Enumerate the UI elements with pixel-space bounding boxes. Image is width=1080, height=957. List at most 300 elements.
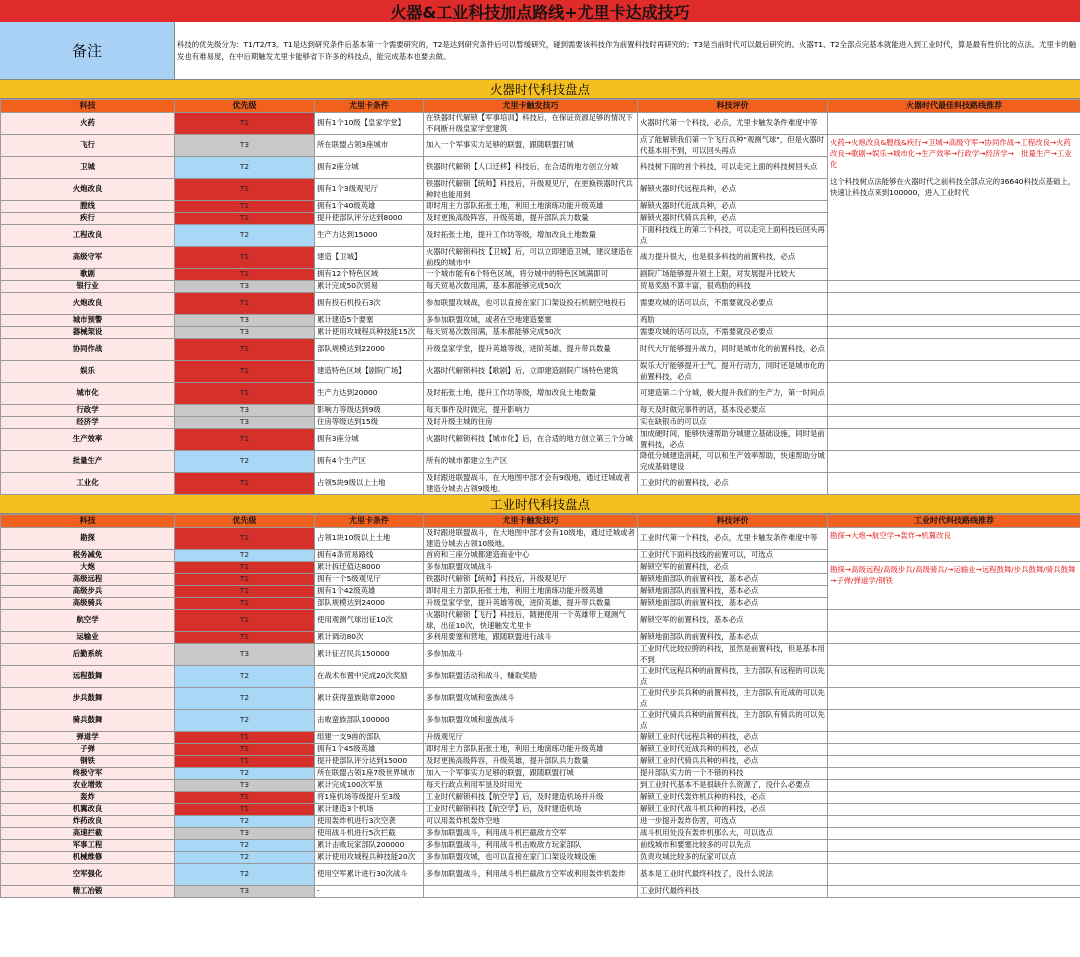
route-cell-empty (828, 852, 1080, 864)
route-cell-empty (828, 327, 1080, 339)
tech-evaluation: 进一步提升轰炸伤害，可选点 (638, 816, 828, 828)
eureka-tip: 加入一个军事实力足够的联盟，跟随联盟打城 (424, 768, 638, 780)
tech-evaluation: 提升部队实力的一个不错的科技 (638, 768, 828, 780)
eureka-tip: 工业时代解锁科技【航空学】后，及时建造机场并升级 (424, 792, 638, 804)
eureka-tip (424, 886, 638, 898)
tech-evaluation: 每天及时做完事件的话，基本没必要点 (638, 405, 828, 417)
tech-name: 机械维修 (1, 852, 175, 864)
eureka-tip: 多利用要塞和营地，跟随联盟进行战斗 (424, 632, 638, 644)
tech-name: 航空学 (1, 610, 175, 632)
eureka-tip: 多参加联盟攻城和蛮族战斗 (424, 688, 638, 710)
route-cell (828, 528, 1080, 562)
table-row (1, 429, 1080, 451)
tech-evaluation: 基本是工业时代最终科技了，没什么说法 (638, 864, 828, 886)
tech-evaluation: 解锁火器时代近战兵种，必点 (638, 201, 828, 213)
tech-name: 行政学 (1, 405, 175, 417)
tech-name: 高速拦截 (1, 828, 175, 840)
eureka-condition: 使用战斗机进行5次拦截 (315, 828, 424, 840)
eureka-condition: 生产力达到20000 (315, 383, 424, 405)
eureka-tip: 多参加联盟战斗，利用战斗机拦截敌方空军或利用轰炸机轰炸 (424, 864, 638, 886)
eureka-tip: 火器时代解锁科技【卫城】后，可以立即建造卫城，建议建造在前线的城市中 (424, 247, 638, 269)
column-header: 尤里卡条件 (315, 515, 424, 528)
tech-evaluation: 前线城市和要塞比较多的可以先点 (638, 840, 828, 852)
eureka-condition: 占领1块10级以上土地 (315, 528, 424, 550)
eureka-condition: 拥有1个10级【皇家学堂】 (315, 113, 424, 135)
eureka-condition: 拥有1个3级观见厅 (315, 179, 424, 201)
eureka-condition: 拥有4条贸易路线 (315, 550, 424, 562)
route-cell-empty (828, 688, 1080, 710)
tech-name: 轰炸 (1, 792, 175, 804)
eureka-tip: 及时跟进联盟战斗，在大地图中部才会有9级地，通过迁城或者建造分城去占领9级地。 (424, 473, 638, 495)
eureka-condition: 使用轰炸机进行3次空袭 (315, 816, 424, 828)
table-row (1, 327, 1080, 339)
eureka-tip: 多参加联盟战斗，利用战斗机拦截敌方空军 (424, 828, 638, 840)
tech-evaluation: 解锁工业时代战斗机兵种的科技，必点 (638, 804, 828, 816)
tech-name: 歌剧 (1, 269, 175, 281)
eureka-condition: 建造特色区域【剧院广场】 (315, 361, 424, 383)
tech-evaluation: 解锁空军的前置科技，基本必点 (638, 610, 828, 632)
table-row (1, 792, 1080, 804)
tech-name: 骑兵鼓舞 (1, 710, 175, 732)
table-row (1, 688, 1080, 710)
priority-badge: T3 (175, 828, 315, 840)
priority-badge: T1 (175, 429, 315, 451)
priority-badge: T1 (175, 383, 315, 405)
eureka-tip: 在铁器时代解锁【军事培训】科技后，在保证资源足够的情况下不间断升级皇家学堂建筑 (424, 113, 638, 135)
tech-evaluation: 解锁地面部队的前置科技，基本必点 (638, 574, 828, 586)
priority-badge: T1 (175, 744, 315, 756)
table-row (1, 804, 1080, 816)
eureka-tip: 铁器时代解锁【统帅】科技后，升级观见厅，在更换铁器时代兵种时也能用到 (424, 179, 638, 201)
tech-name: 军事工程 (1, 840, 175, 852)
table-row (1, 339, 1080, 361)
table-row (1, 852, 1080, 864)
tech-evaluation: 解锁工业时代近战兵种的科技，必点 (638, 744, 828, 756)
tech-evaluation: 解锁工业时代轰炸机兵种的科技，必点 (638, 792, 828, 804)
eureka-condition: 提升使部队评分达到8000 (315, 213, 424, 225)
tech-name: 城市化 (1, 383, 175, 405)
eureka-condition: 拥有投石机投石3次 (315, 293, 424, 315)
priority-badge: T3 (175, 780, 315, 792)
eureka-tip: 铁器时代解锁【统帅】科技后，升级观见厅 (424, 574, 638, 586)
route-header: 火器时代最佳科技路线推荐 (828, 100, 1080, 113)
eureka-tip: 可以用轰炸机轰炸空地 (424, 816, 638, 828)
eureka-condition: - (315, 886, 424, 898)
route-cell-empty (828, 864, 1080, 886)
priority-badge: T1 (175, 610, 315, 632)
eureka-condition: 累计完成50次贸易 (315, 281, 424, 293)
priority-badge: T2 (175, 688, 315, 710)
route-cell-empty (828, 361, 1080, 383)
route-cell-empty (828, 710, 1080, 732)
table-row (1, 768, 1080, 780)
tech-name: 机翼改良 (1, 804, 175, 816)
tech-evaluation: 科技树下面的首个科技，可以走完上面的科技树回头点 (638, 157, 828, 179)
tech-evaluation: 工业时代的前置科技，必点 (638, 473, 828, 495)
eureka-tip: 多参加联盟活动和战斗，赚取奖励 (424, 666, 638, 688)
tech-name: 后勤系统 (1, 644, 175, 666)
eureka-tip: 及时跟进联盟战斗，在大地图中部才会有10级地，通过迁城或者建造分城去占领10级地。 (424, 528, 638, 550)
tech-name: 疾行 (1, 213, 175, 225)
tech-evaluation: 降低分城建造消耗，可以和生产效率帮助，快速帮助分城完成基础建设 (638, 451, 828, 473)
eureka-tip: 多参加联盟攻城，或者在空地建造要塞 (424, 315, 638, 327)
table-row (1, 562, 1080, 574)
tech-evaluation: 需要攻城的话可以点，不需要就没必要点 (638, 293, 828, 315)
tech-name: 大炮 (1, 562, 175, 574)
eureka-tip: 及时拓张土地，提升工作坊等级，增加改良土地数量 (424, 225, 638, 247)
tech-name: 运输业 (1, 632, 175, 644)
tech-evaluation: 解锁火器时代骑兵兵种，必点 (638, 213, 828, 225)
header-row (1, 100, 1080, 113)
eureka-tip: 多参加联盟攻城战斗 (424, 562, 638, 574)
priority-badge: T1 (175, 562, 315, 574)
sheet-title: 火器&工业科技加点路线+尤里卡达成技巧 (0, 0, 1080, 22)
table-row (1, 451, 1080, 473)
priority-badge: T3 (175, 135, 315, 157)
table-row (1, 473, 1080, 495)
priority-badge: T1 (175, 528, 315, 550)
tech-name: 勘探 (1, 528, 175, 550)
priority-badge: T1 (175, 113, 315, 135)
tech-evaluation: 贸易奖励不算丰富，很鸡肋的科技 (638, 281, 828, 293)
tech-evaluation: 解锁空军的前置科技，必点 (638, 562, 828, 574)
eureka-condition: 影响力等级达到9级 (315, 405, 424, 417)
eureka-tip: 即时用主力部队拓张土地，利用土地演练功能升级英雄 (424, 744, 638, 756)
route-cell-empty (828, 756, 1080, 768)
eureka-tip: 及时升级主城的住房 (424, 417, 638, 429)
table-row (1, 293, 1080, 315)
eureka-condition: 将1座机场等级提升至3级 (315, 792, 424, 804)
column-header: 科技 (1, 100, 175, 113)
tech-evaluation: 工业时代第一个科技，必点，尤里卡触发条件难度中等 (638, 528, 828, 550)
route-cell-empty (828, 451, 1080, 473)
table-row (1, 417, 1080, 429)
eureka-condition: 拥有1个45级英雄 (315, 744, 424, 756)
route-cell-empty (828, 732, 1080, 744)
column-header: 优先级 (175, 515, 315, 528)
header-row (1, 515, 1080, 528)
table-row (1, 710, 1080, 732)
tech-evaluation: 时代大厅能够提升战力，同时是城市化的前置科技，必点 (638, 339, 828, 361)
priority-badge: T3 (175, 405, 315, 417)
route-cell-empty (828, 804, 1080, 816)
eureka-condition: 拥有1个42级英雄 (315, 586, 424, 598)
route-cell-empty (828, 281, 1080, 293)
tech-evaluation: 下面科技线上的第二个科技，可以走完上面科技后回头再点 (638, 225, 828, 247)
eureka-condition: 所在联盟占领1座7级世界城市 (315, 768, 424, 780)
tech-name: 火炮改良 (1, 179, 175, 201)
table-row (1, 886, 1080, 898)
route-cell-empty (828, 644, 1080, 666)
eureka-tip: 及时拓张土地，提升工作坊等级，增加改良土地数量 (424, 383, 638, 405)
column-header: 尤里卡条件 (315, 100, 424, 113)
eureka-tip: 每天贸易次数用满，基本都能够完成50次 (424, 281, 638, 293)
eureka-condition: 生产力达到15000 (315, 225, 424, 247)
tech-evaluation: 火器时代第一个科技，必点，尤里卡触发条件难度中等 (638, 113, 828, 135)
tech-name: 子弹 (1, 744, 175, 756)
route-cell-empty (828, 828, 1080, 840)
eureka-tip: 多参加联盟战斗，利用战斗机击败敌方玩家部队 (424, 840, 638, 852)
tech-evaluation: 工业时代下面科技线的前置可以，可选点 (638, 550, 828, 562)
eureka-tip: 多参加战斗 (424, 644, 638, 666)
priority-badge: T3 (175, 644, 315, 666)
tech-name: 火炮改良 (1, 293, 175, 315)
tech-evaluation: 工业时代步兵兵种的前置科技，主力部队有近战的可以先点 (638, 688, 828, 710)
column-header: 尤里卡触发技巧 (424, 515, 638, 528)
table-row (1, 383, 1080, 405)
table-row (1, 644, 1080, 666)
eureka-condition: 在战术布置中完成20次奖励 (315, 666, 424, 688)
table-row (1, 361, 1080, 383)
priority-badge: T2 (175, 864, 315, 886)
table-row (1, 780, 1080, 792)
route-cell-empty (828, 293, 1080, 315)
eureka-tip: 即时用主力部队拓张土地，利用土地演练功能升级英雄 (424, 201, 638, 213)
tech-name: 终极守军 (1, 768, 175, 780)
tech-evaluation: 需要攻城的话可以点，不需要就没必要点 (638, 327, 828, 339)
route-cell-empty (828, 768, 1080, 780)
tech-name: 步兵鼓舞 (1, 688, 175, 710)
priority-badge: T1 (175, 213, 315, 225)
tech-name: 经济学 (1, 417, 175, 429)
table-row (1, 135, 1080, 157)
route-cell-empty (828, 744, 1080, 756)
route-cell-empty (828, 792, 1080, 804)
route-cell-empty (828, 383, 1080, 405)
tech-evaluation: 解锁地面部队的前置科技，基本必点 (638, 586, 828, 598)
priority-badge: T1 (175, 361, 315, 383)
tech-name: 工业化 (1, 473, 175, 495)
eureka-tip: 每天行政点利用军垦及时用光 (424, 780, 638, 792)
eureka-tip: 铁器时代解锁【人口迁移】科技后，在合适的地方创立分城 (424, 157, 638, 179)
tech-evaluation: 实在缺银币的可以点 (638, 417, 828, 429)
tech-evaluation: 点了能解锁我们第一个飞行兵种"观测气球"，但是火器时代基本用不到，可以回头再点 (638, 135, 828, 157)
eureka-condition: 累计调动80次 (315, 632, 424, 644)
table-row (1, 864, 1080, 886)
route-cell (828, 562, 1080, 610)
eureka-condition: 累计建造5个要塞 (315, 315, 424, 327)
eureka-tip: 升级皇家学堂，提升英雄等级，进阶英雄，提升带兵数量 (424, 598, 638, 610)
eureka-condition: 占领5块9级以上土地 (315, 473, 424, 495)
eureka-tip: 加入一个军事实力足够的联盟，跟随联盟打城 (424, 135, 638, 157)
route-cell-empty (828, 816, 1080, 828)
firearm-route-text: 火药→火炮改良&膛线&疾行→卫城→高级守军→协同作战→工程改良→火药改良→歌剧→娱乐→城市化→生产效率→行政学→经济学→ 批量生产→工业化 (830, 138, 1072, 169)
tech-name: 精工冶锻 (1, 886, 175, 898)
tech-name: 高级守军 (1, 247, 175, 269)
eureka-condition: 击败蛮族部队100000 (315, 710, 424, 732)
column-header: 优先级 (175, 100, 315, 113)
eureka-tip: 每天贸易次数用满，基本都能够完成50次 (424, 327, 638, 339)
eureka-condition: 拥有1个40级英雄 (315, 201, 424, 213)
priority-badge: T1 (175, 632, 315, 644)
eureka-tip: 每天事件及时做完，提升影响力 (424, 405, 638, 417)
tech-name: 空军强化 (1, 864, 175, 886)
priority-badge: T2 (175, 852, 315, 864)
eureka-tip: 升级皇家学堂，提升英雄等级，进阶英雄，提升带兵数量 (424, 339, 638, 361)
note-label: 备注 (0, 22, 175, 79)
tech-name: 协同作战 (1, 339, 175, 361)
note-text: 科技的优先级分为：T1/T2/T3。T1是达到研究条件后基本第一个需要研究的，T2是达到研究条件后可以暂缓研究，碰到需要该科技作为前置科技时再研究的；T3是当前时代可以最后研究的。火器T1、T2全部点完基本就能进入到工业时代，算是最有性价比的点法。尤里卡的触发也有难易度，在中后期触发尤里卡能够省下许多的科技点，能完成基本也要去做。 (177, 40, 1077, 61)
table-row (1, 828, 1080, 840)
priority-badge: T1 (175, 598, 315, 610)
priority-badge: T2 (175, 451, 315, 473)
priority-badge: T1 (175, 339, 315, 361)
eureka-condition: 累计获得蛮族勋章2000 (315, 688, 424, 710)
table-row (1, 405, 1080, 417)
tech-evaluation: 可建造第二个分城，极大提升我们的生产力，第一时间点 (638, 383, 828, 405)
tech-name: 高级步兵 (1, 586, 175, 598)
eureka-tip: 及时更换高级阵容，升级英雄，提升部队兵力数量 (424, 213, 638, 225)
priority-badge: T1 (175, 574, 315, 586)
tech-name: 娱乐 (1, 361, 175, 383)
firearm-section-title: 火器时代科技盘点 (0, 80, 1080, 99)
tech-name: 银行业 (1, 281, 175, 293)
eureka-condition: 累计完成100次军垦 (315, 780, 424, 792)
tech-evaluation: 战力提升很大，也是很多科技的前置科技，必点 (638, 247, 828, 269)
tech-evaluation: 到工业时代基本不是很缺什么资源了，没什么必要点 (638, 780, 828, 792)
table-row (1, 744, 1080, 756)
tech-name: 高级远程 (1, 574, 175, 586)
tech-evaluation: 加成硬时间，能够快速帮助分城建立基础设施，同时是前置科技，必点 (638, 429, 828, 451)
route-cell-empty (828, 417, 1080, 429)
table-row (1, 816, 1080, 828)
priority-badge: T3 (175, 886, 315, 898)
tech-name: 炸药改良 (1, 816, 175, 828)
tech-evaluation: 解锁工业时代远程兵种的科技，必点 (638, 732, 828, 744)
route-cell-empty (828, 666, 1080, 688)
route-cell-empty (828, 473, 1080, 495)
tech-evaluation: 解锁工业时代骑兵兵种的科技，必点 (638, 756, 828, 768)
tech-evaluation: 工业时代骑兵兵种的前置科技，主力部队有骑兵的可以先点 (638, 710, 828, 732)
route-cell-empty (828, 840, 1080, 852)
eureka-condition: 累计建造3个机场 (315, 804, 424, 816)
priority-badge: T2 (175, 710, 315, 732)
industrial-section-title: 工业时代科技盘点 (0, 495, 1080, 514)
tech-evaluation: 工业时代最终科技 (638, 886, 828, 898)
tech-evaluation: 解锁地面部队的前置科技，基本必点 (638, 632, 828, 644)
eureka-condition: 建造【卫城】 (315, 247, 424, 269)
eureka-condition: 累计征召民兵150000 (315, 644, 424, 666)
eureka-condition: 使用观测气球出征10次 (315, 610, 424, 632)
route-cell (828, 135, 1080, 281)
tech-evaluation: 剧院广场能够提升领土上限，对发展提升比较大 (638, 269, 828, 281)
industrial-route-2: 勘探→高级远程/高级步兵/高级骑兵/→运输业→远程鼓舞/步兵鼓舞/骑兵鼓舞→子弹/弹道学/钢铁 (830, 565, 1076, 585)
tech-evaluation: 工业时代比较拉胯的科技，虽然是前置科技，但是基本用不到 (638, 644, 828, 666)
eureka-condition: 所在联盟占领3座城市 (315, 135, 424, 157)
tech-evaluation: 解锁地面部队的前置科技，基本必点 (638, 598, 828, 610)
eureka-tip: 及时更换高级阵容，升级英雄，提升部队兵力数量 (424, 756, 638, 768)
priority-badge: T1 (175, 247, 315, 269)
tech-evaluation: 鸡肋 (638, 315, 828, 327)
note-row (0, 22, 1080, 80)
table-row (1, 281, 1080, 293)
eureka-tip: 升级观见厅 (424, 732, 638, 744)
tech-name: 高级骑兵 (1, 598, 175, 610)
eureka-tip: 参加联盟攻城战，也可以直接在家门口架设投石机朝空地投石 (424, 293, 638, 315)
priority-badge: T2 (175, 550, 315, 562)
eureka-condition: 累计拆迁值达8000 (315, 562, 424, 574)
eureka-condition: 累计使用攻城程兵种技能20次 (315, 852, 424, 864)
priority-badge: T2 (175, 225, 315, 247)
route-cell-empty (828, 429, 1080, 451)
priority-badge: T1 (175, 473, 315, 495)
priority-badge: T1 (175, 756, 315, 768)
route-cell-empty (828, 315, 1080, 327)
column-header: 尤里卡触发技巧 (424, 100, 638, 113)
tech-evaluation: 解锁火器时代远程兵种，必点 (638, 179, 828, 201)
tech-name: 卫城 (1, 157, 175, 179)
firearm-tech-table (0, 99, 1080, 495)
table-row (1, 610, 1080, 632)
route-header: 工业时代科技路线推荐 (828, 515, 1080, 528)
priority-badge: T2 (175, 816, 315, 828)
table-row (1, 756, 1080, 768)
eureka-tip: 多参加联盟攻城，也可以直接在家门口架设攻城设施 (424, 852, 638, 864)
table-row (1, 632, 1080, 644)
tech-name: 飞行 (1, 135, 175, 157)
industrial-tech-table (0, 514, 1080, 898)
priority-badge: T1 (175, 201, 315, 213)
eureka-condition: 拥有一个5级观见厅 (315, 574, 424, 586)
tech-name: 弹道学 (1, 732, 175, 744)
priority-badge: T2 (175, 840, 315, 852)
eureka-condition: 拥有12个特色区域 (315, 269, 424, 281)
tech-name: 生产效率 (1, 429, 175, 451)
tech-evaluation: 娱乐大厅能够提升士气，提升行动力，同时还是城市化的前置科技，必点 (638, 361, 828, 383)
eureka-tip: 首府和三座分城都建造商业中心 (424, 550, 638, 562)
table-row (1, 666, 1080, 688)
eureka-tip: 火器时代解锁【飞行】科技后，随便使用一个英雄带上观测气球，出征10次，快速触发尤里卡 (424, 610, 638, 632)
tech-name: 钢铁 (1, 756, 175, 768)
priority-badge: T3 (175, 327, 315, 339)
eureka-condition: 累计击败玩家部队200000 (315, 840, 424, 852)
eureka-condition: 部队规模达到24000 (315, 598, 424, 610)
priority-badge: T3 (175, 281, 315, 293)
table-row (1, 840, 1080, 852)
route-cell-empty (828, 780, 1080, 792)
route-cell-empty (828, 632, 1080, 644)
priority-badge: T2 (175, 768, 315, 780)
column-header: 科技评价 (638, 100, 828, 113)
priority-badge: T3 (175, 315, 315, 327)
eureka-tip: 所有的城市都建立生产区 (424, 451, 638, 473)
eureka-tip: 工业时代解锁科技【航空学】后，及时建造机场 (424, 804, 638, 816)
eureka-condition: 拥有4个生产区 (315, 451, 424, 473)
tech-name: 批量生产 (1, 451, 175, 473)
eureka-condition: 累计使用攻城程兵种技能15次 (315, 327, 424, 339)
eureka-tip: 多参加联盟攻城和蛮族战斗 (424, 710, 638, 732)
tech-name: 城市预警 (1, 315, 175, 327)
tech-name: 农业增效 (1, 780, 175, 792)
eureka-condition: 住房等级达到15级 (315, 417, 424, 429)
eureka-condition: 组建一支9兽的部队 (315, 732, 424, 744)
table-row (1, 315, 1080, 327)
priority-badge: T2 (175, 157, 315, 179)
priority-badge: T3 (175, 417, 315, 429)
eureka-condition: 部队规模达到22000 (315, 339, 424, 361)
table-row (1, 732, 1080, 744)
eureka-condition: 提升使部队评分达到15000 (315, 756, 424, 768)
priority-badge: T1 (175, 586, 315, 598)
firearm-route-note: 这个科技树点法能够在火器时代之前科技全部点完的36640科技点基础上，快速让科技点来到100000，进入工业时代 (830, 177, 1076, 197)
route-cell-empty (828, 113, 1080, 135)
eureka-tip: 即时用主力部队拓张土地，利用土地演练功能升级英雄 (424, 586, 638, 598)
tech-evaluation: 战斗机用处没有轰炸机那么大，可以选点 (638, 828, 828, 840)
eureka-tip: 火器时代解锁科技【城市化】后，在合适的地方创立第三个分城 (424, 429, 638, 451)
tech-name: 火药 (1, 113, 175, 135)
tech-evaluation: 负责攻城比较多的玩家可以点 (638, 852, 828, 864)
industrial-route-1: 勘探→大炮→航空学→轰炸→机翼改良 (830, 531, 951, 540)
